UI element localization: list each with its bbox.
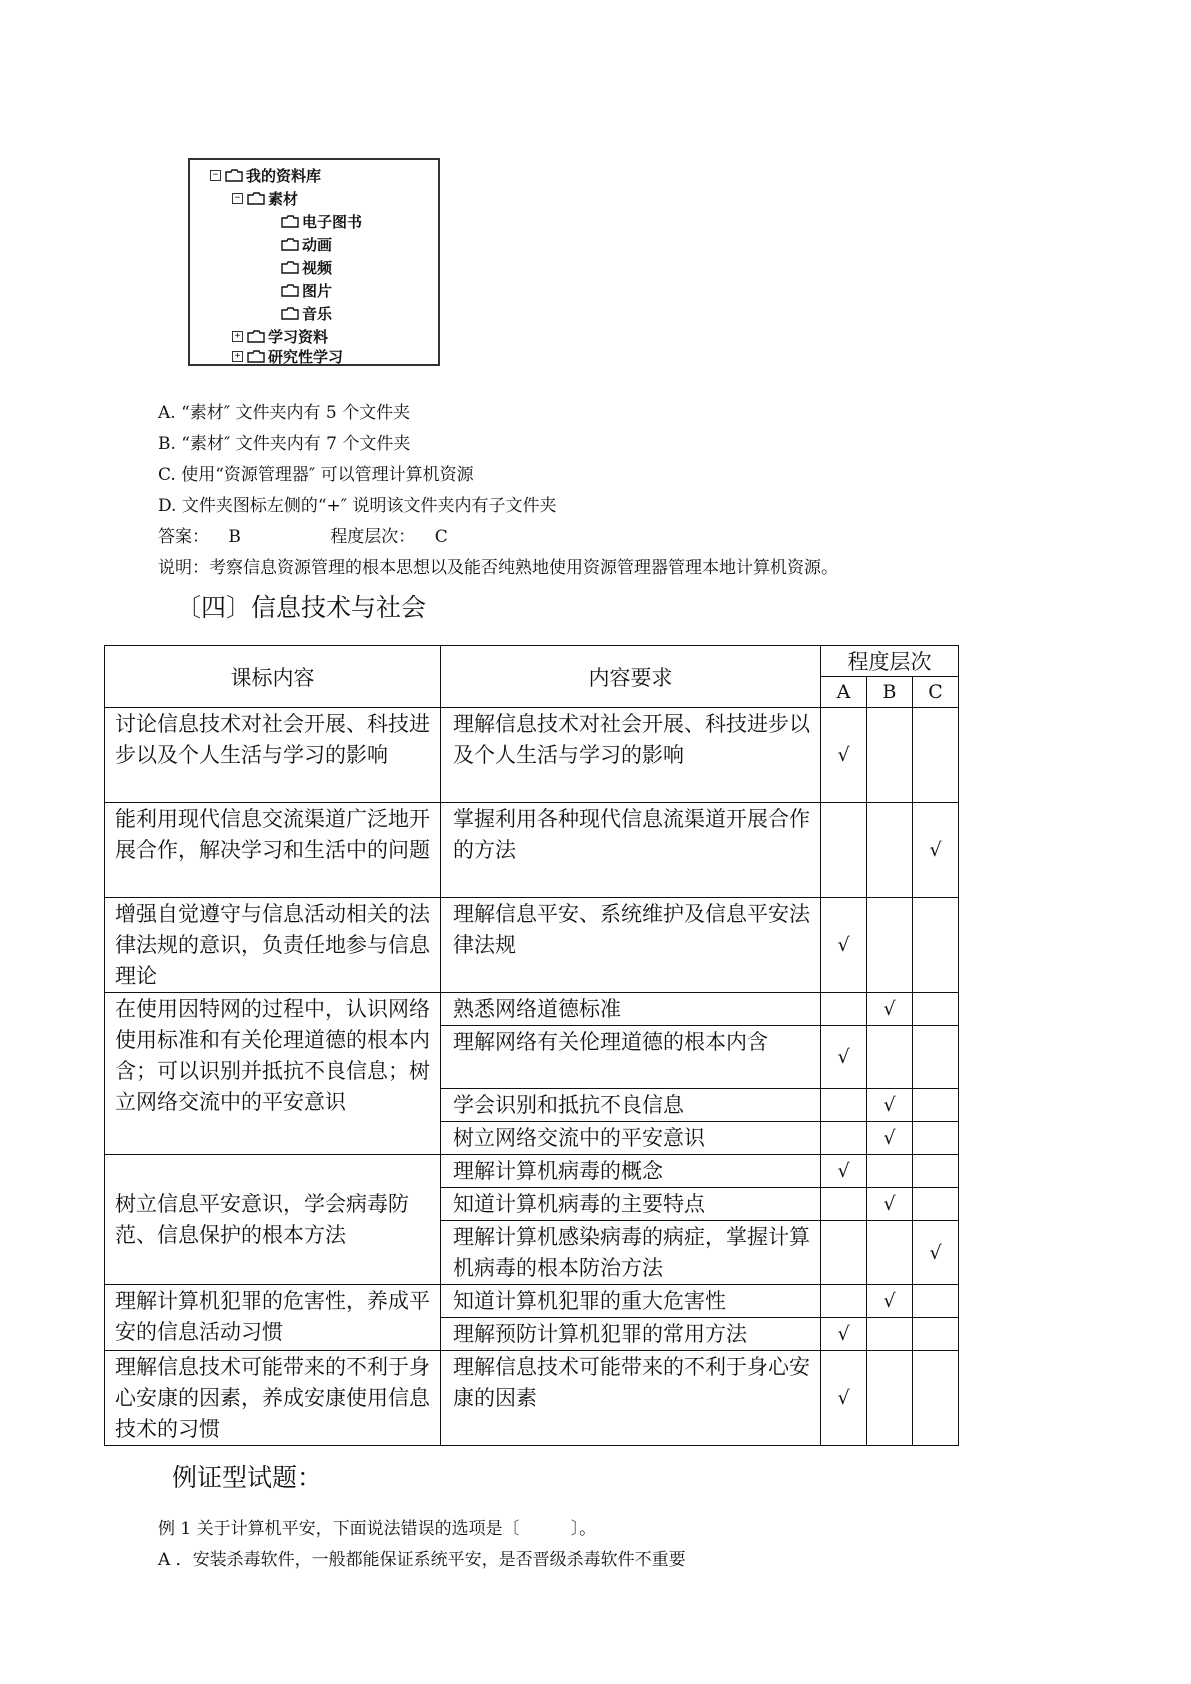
folder-icon <box>225 169 243 182</box>
option-d: D. 文件夹图标左侧的“+″ 说明该文件夹内有子文件夹 <box>158 496 557 516</box>
section-title: 〔四〕信息技术与社会 <box>176 593 427 622</box>
requirement-cell: 知道计算机病毒的主要特点 <box>441 1188 821 1221</box>
check-mark: √ <box>867 1089 913 1122</box>
standard-cell: 能利用现代信息交流渠道广泛地开展合作，解决学习和生活中的问题 <box>105 803 441 898</box>
table-row <box>105 898 959 993</box>
option-c: C. 使用“资源管理器″ 可以管理计算机资源 <box>158 465 474 485</box>
folder-icon <box>281 284 299 297</box>
table-row <box>105 1285 959 1318</box>
explanation: 说明：考察信息资源管理的根本思想以及能否纯熟地使用资源管理器管理本地计算机资源。 <box>158 558 838 578</box>
tree-node-ebook[interactable]: 电子图书 <box>281 211 362 231</box>
answer-line <box>158 522 448 547</box>
header-level-b: B <box>867 677 913 708</box>
requirement-cell: 熟悉网络道德标准 <box>441 993 821 1026</box>
requirement-cell: 理解预防计算机犯罪的常用方法 <box>441 1318 821 1351</box>
option-b: B. “素材″ 文件夹内有 7 个文件夹 <box>158 434 411 454</box>
requirement-cell: 理解信息技术可能带来的不利于身心安康的因素 <box>441 1351 821 1446</box>
table-row <box>105 1351 959 1446</box>
check-mark: √ <box>867 1122 913 1155</box>
level-label: 程度层次： <box>330 527 416 547</box>
header-level-a: A <box>821 677 867 708</box>
folder-icon <box>281 215 299 228</box>
collapse-icon[interactable]: − <box>210 170 221 181</box>
tree-node-root[interactable]: − 我的资料库 <box>210 165 321 185</box>
standard-cell: 树立信息平安意识，学会病毒防范、信息保护的根本方法 <box>105 1155 441 1285</box>
header-content: 课标内容 <box>105 646 441 708</box>
tree-node-animation[interactable]: 动画 <box>281 234 332 254</box>
requirement-cell: 理解计算机病毒的概念 <box>441 1155 821 1188</box>
folder-icon <box>281 238 299 251</box>
requirement-cell: 掌握利用各种现代信息流渠道开展合作的方法 <box>441 803 821 898</box>
requirement-cell: 理解网络有关伦理道德的根本内含 <box>441 1026 821 1089</box>
example-question: 例 1 关于计算机平安，下面说法错误的选项是〔 〕。 <box>158 1519 597 1539</box>
requirement-cell: 学会识别和抵抗不良信息 <box>441 1089 821 1122</box>
collapse-icon[interactable]: − <box>232 193 243 204</box>
check-mark: √ <box>821 1026 867 1089</box>
tree-node-materials[interactable]: − 素材 <box>232 188 298 208</box>
tree-node-study[interactable]: + 学习资料 <box>232 326 328 346</box>
folder-icon <box>281 307 299 320</box>
level-value: C <box>434 527 448 547</box>
header-requirement: 内容要求 <box>441 646 821 708</box>
standard-cell: 理解信息技术可能带来的不利于身心安康的因素，养成安康使用信息技术的习惯 <box>105 1351 441 1446</box>
standard-cell: 在使用因特网的过程中，认识网络使用标准和有关伦理道德的根本内含；可以识别并抵抗不良信息；树立网络交流中的平安意识 <box>105 993 441 1155</box>
header-level: 程度层次 <box>821 646 959 677</box>
example-title: 例证型试题： <box>172 1463 323 1492</box>
folder-icon <box>247 330 265 343</box>
standard-cell: 讨论信息技术对社会开展、科技进步以及个人生活与学习的影响 <box>105 708 441 803</box>
requirement-cell: 理解信息技术对社会开展、科技进步以及个人生活与学习的影响 <box>441 708 821 803</box>
expand-icon[interactable]: + <box>232 331 243 342</box>
check-mark: √ <box>913 803 959 898</box>
standards-table <box>104 645 959 1446</box>
check-mark: √ <box>821 708 867 803</box>
requirement-cell: 树立网络交流中的平安意识 <box>441 1122 821 1155</box>
table-row <box>105 708 959 803</box>
table-row <box>105 993 959 1026</box>
folder-icon <box>247 350 265 363</box>
option-a: A. “素材″ 文件夹内有 5 个文件夹 <box>158 403 411 423</box>
table-row <box>105 1155 959 1188</box>
check-mark: √ <box>867 993 913 1026</box>
check-mark: √ <box>821 1318 867 1351</box>
table-row <box>105 803 959 898</box>
standard-cell: 增强自觉遵守与信息活动相关的法律法规的意识，负责任地参与信息理论 <box>105 898 441 993</box>
check-mark: √ <box>821 1155 867 1188</box>
folder-tree-figure <box>188 158 440 366</box>
requirement-cell: 知道计算机犯罪的重大危害性 <box>441 1285 821 1318</box>
tree-node-music[interactable]: 音乐 <box>281 303 332 323</box>
tree-node-picture[interactable]: 图片 <box>281 280 332 300</box>
example-option-a: A ．安装杀毒软件，一般都能保证系统平安，是否晋级杀毒软件不重要 <box>158 1550 686 1570</box>
tree-node-research[interactable]: + 研究性学习 <box>232 346 343 366</box>
check-mark: √ <box>821 1351 867 1446</box>
folder-icon <box>281 261 299 274</box>
standard-cell: 理解计算机犯罪的危害性，养成平安的信息活动习惯 <box>105 1285 441 1351</box>
tree-node-video[interactable]: 视频 <box>281 257 332 277</box>
header-level-c: C <box>913 677 959 708</box>
answer-value: B <box>228 527 241 547</box>
expand-icon[interactable]: + <box>232 351 243 362</box>
folder-open-icon <box>247 192 265 205</box>
check-mark: √ <box>867 1285 913 1318</box>
check-mark: √ <box>913 1221 959 1285</box>
requirement-cell: 理解计算机感染病毒的病症，掌握计算机病毒的根本防治方法 <box>441 1221 821 1285</box>
check-mark: √ <box>821 898 867 993</box>
answer-label: 答案： <box>158 527 209 547</box>
check-mark: √ <box>867 1188 913 1221</box>
requirement-cell: 理解信息平安、系统维护及信息平安法律法规 <box>441 898 821 993</box>
